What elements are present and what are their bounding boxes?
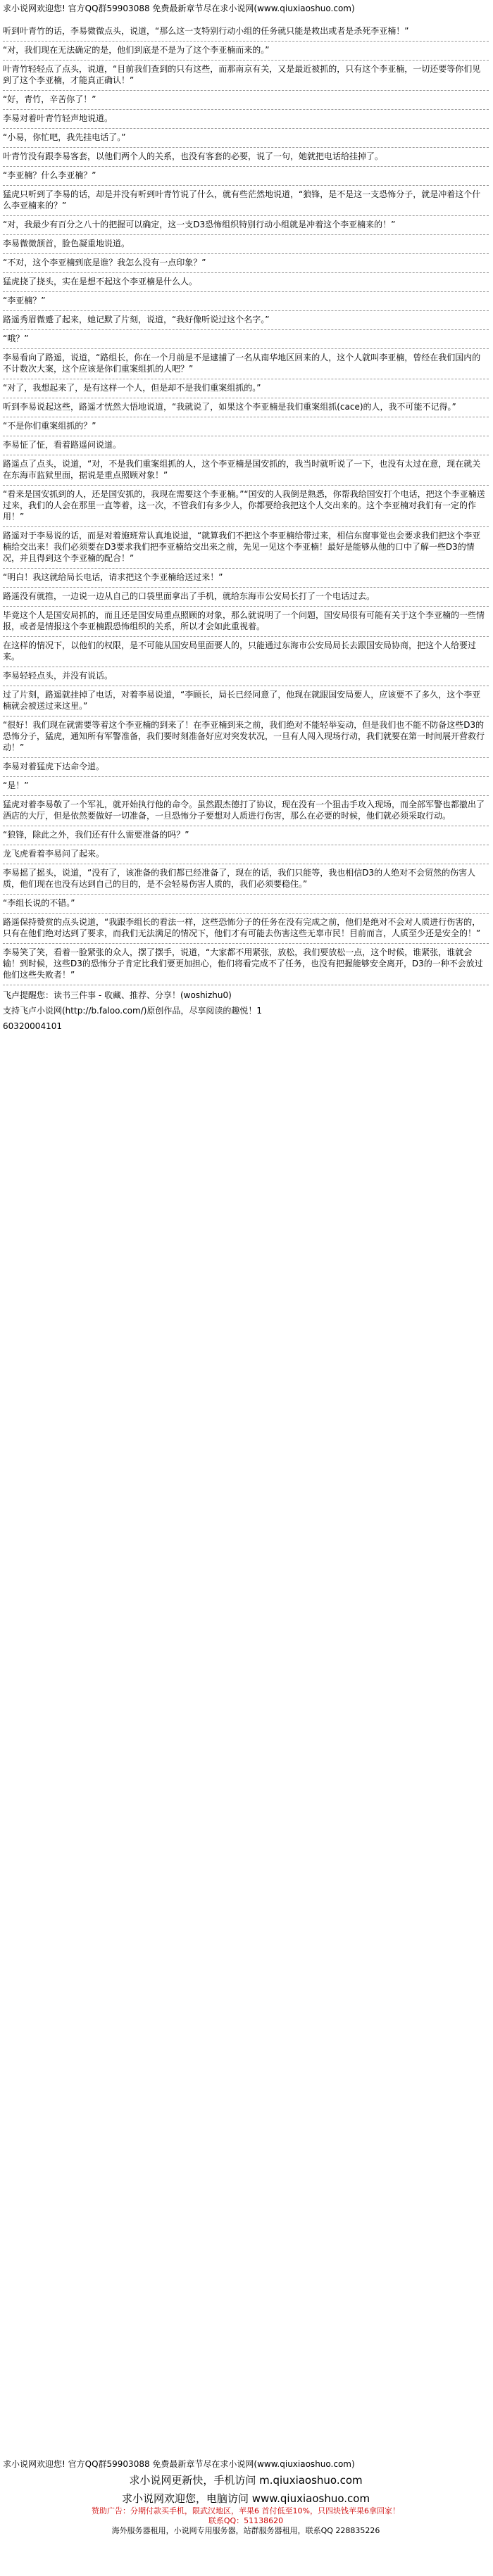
- paragraph-text: 李易看向了路遥，说道，“路组长，你在一个月前是不是逮捕了一名从南华地区回来的人，这个人就叫李亚楠，曾经在我们国内的不计数次大案，这个应该是你们重案组抓的人吧？”: [3, 353, 481, 374]
- paragraph: [3, 826, 489, 845]
- paragraph: [3, 686, 489, 716]
- paragraph-text: “哦？”: [3, 334, 29, 343]
- paragraph: [3, 398, 489, 417]
- paragraph-text: 李易微微颔首，脸色凝重地说道。: [3, 239, 130, 248]
- paragraph-text: 李易轻轻点头，并没有说话。: [3, 671, 113, 681]
- paragraph: [3, 637, 489, 667]
- paragraph: [3, 379, 489, 398]
- paragraph: [3, 235, 489, 254]
- paragraph-text: “狼锋，除此之外，我们还有什么需要准备的吗？”: [3, 830, 189, 840]
- paragraph-text: 听到李易说起这些，路遥才恍然大悟地说道，“我就说了，如果这个李亚楠是我们重案组抓(cace)的人，我不可能不记得。”: [3, 402, 456, 412]
- paragraph-text: 听到叶青竹的话，李易微微点头，说道，“那么这一支特别行动小组的任务就只能是救出或者是杀死李亚楠！”: [3, 26, 409, 36]
- paragraph-text: “李组长说的不错。”: [3, 898, 75, 908]
- paragraph: [3, 349, 489, 379]
- paragraph: [3, 486, 489, 527]
- paragraph-text: 路遥没有就推，一边说一边从自己的口袋里面拿出了手机，就给东海市公安局长打了一个电话过去。: [3, 591, 375, 601]
- paragraph-text: 李易对着叶青竹轻声地说道。: [3, 113, 113, 123]
- sponsor-ad[interactable]: 赞助广告：分期付款买手机，限武汉地区，苹果6 首付低至10%，只四块钱苹果6拿回家！: [92, 2506, 400, 2515]
- paragraph: [3, 845, 489, 864]
- paragraph-text: 在这样的情况下，以他们的权限，是不可能从国安局里面要人的，只能通过东海市公安局局长去跟国安局协商，把这个人给要过来。: [3, 640, 477, 662]
- paragraph: [3, 914, 489, 944]
- footer-notice: 求小说网欢迎您! 官方QQ群59903088 免费最新章节尽在求小说网(www.qiuxiaoshuo.com): [3, 2459, 355, 2469]
- paragraph-text: 猛虎对着李易敬了一个军礼，就开始执行他的命令。虽然跟杰德打了协议，现在没有一个狙击手攻入现场，而全部军警也都撤出了酒店的大厅，但是依然要做好一切准备，一旦恐怖分子要想对人质进行伤害，那么在必要的时候，他们就必须采取行动。: [3, 800, 485, 821]
- paragraph: [3, 588, 489, 607]
- paragraph-text: “好，青竹，辛苦你了！”: [3, 94, 96, 104]
- chapter-end-reminder: 飞卢提醒您：读书三件事 - 收藏、推荐、分享！(woshizhu0): [3, 990, 232, 1000]
- paragraph-text: 路遥点了点头，说道，“对，不是我们重案组抓的人，这个李亚楠是国安抓的，我当时就听说了一下，也没有太过在意，现在就关在东海市监狱里面，据说是重点照顾对象！”: [3, 459, 481, 480]
- paragraph-text: “小易，你忙吧，我先挂电话了。”: [3, 132, 126, 142]
- paragraph: [3, 216, 489, 235]
- paragraph: [3, 417, 489, 436]
- paragraph-text: “对了，我想起来了，是有这样一个人，但是却不是我们重案组抓的。”: [3, 383, 261, 393]
- paragraph: [3, 110, 489, 129]
- paragraph-text: 猛虎挠了挠头，实在是想不起这个李亚楠是什么人。: [3, 277, 198, 286]
- paragraph-text: 李易笑了笑，看着一脸紧张的众人，摆了摆手，说道，“大家都不用紧张，放松，我们要放松一点，这个时候，谁紧张，谁就会输！到时候，这些D3的恐怖分子肯定比我们要更加担心，他们将看完成不了任务，也没有把握能够安全离开，D3的一种不会放过他们这些失败者！”: [3, 947, 483, 980]
- sponsor-contact: 联系QQ：51138620: [208, 2516, 284, 2525]
- paragraph-text: “对，我们现在无法确定的是，他们到底是不是为了这个李亚楠而来的。”: [3, 45, 270, 55]
- site-footer: [3, 2458, 489, 2536]
- paragraph-text: “明白！我这就给局长电话，请求把这个李亚楠给送过来！”: [3, 572, 223, 582]
- paragraph: [3, 167, 489, 186]
- paragraph: [3, 311, 489, 330]
- paragraph-text: 路遥对于李易说的话，而是对着施班常认真地说道，“就算我们不把这个李亚楠给带过来，相信东窗事觉也会要求我们把这个李亚楠给交出来！我们必须要在D3要求我们把李亚楠给交出来之前，先见一见这个李亚楠！最好是能够从他的口中了解一些D3的情况，并且得到这个李亚楠的配合！”: [3, 531, 481, 563]
- paragraph-text: 李易对着猛虎下达命令道。: [3, 762, 105, 771]
- paragraph: [3, 292, 489, 311]
- paragraph: [3, 91, 489, 110]
- paragraph: [3, 667, 489, 686]
- support-link[interactable]: 支持飞卢小说网(http://b.faloo.com/)原创作品，尽享阅读的趣悦！1: [3, 1006, 263, 1016]
- top-notice: 求小说网欢迎您! 官方QQ群59903088 免费最新章节尽在求小说网(www.qiuxiaoshuo.com): [3, 4, 355, 13]
- paragraph-text: “李亚楠？什么李亚楠？”: [3, 170, 96, 180]
- mobile-access-link[interactable]: 求小说网更新快，手机访问 m.qiuxiaoshuo.com: [129, 2474, 363, 2487]
- paragraph-text: “对，我最少有百分之八十的把握可以确定，这一支D3恐怖组织特别行动小组就是冲着这个李亚楠来的！”: [3, 220, 396, 229]
- paragraph: [3, 716, 489, 758]
- paragraph-text: 路遥秀眉微蹙了起来，她记默了片刻，说道，“我好像听说过这个名字。”: [3, 315, 270, 324]
- paragraph: [3, 186, 489, 216]
- paragraph-text: 李易摇了摇头，说道，“没有了，该准备的我们都已经准备了，现在的话，我们只能等，我也相信D3的人绝对不会贸然的伤害人质，他们现在也没有达到自己的目的，是不会轻易伤害人质的，我们必须要稳住。”: [3, 868, 476, 889]
- paragraph-text: 叶青竹没有跟李易客套，以他们两个人的关系，也没有客套的必要，说了一句，她就把电话给挂掉了。: [3, 151, 384, 161]
- chapter-content: [3, 24, 489, 1032]
- paragraph: [3, 42, 489, 61]
- paragraph: [3, 895, 489, 914]
- paragraph: [3, 24, 489, 42]
- paragraph: [3, 864, 489, 895]
- paragraph-text: 路遥保持赞赏的点头说道，“我跟李组长的看法一样，这些恐怖分子的任务在没有完成之前，他们是绝对不会对人质进行伤害的，只有在他们绝对达到了要求，而我们无法满足的情况下，他们才有可能去伤害这些无辜市民！目前而言，人质至少还是安全的！”: [3, 917, 481, 938]
- paragraph-text: 过了片刻，路遥就挂掉了电话，对着李易说道，“李顾长，局长已经同意了，他现在就跟国安局要人，应该要不了多久，这个李亚楠就会被送过来这里。”: [3, 690, 481, 711]
- paragraph: [3, 944, 489, 985]
- paragraph: [3, 61, 489, 91]
- paragraph-text: 龙飞虎看着李易问了起来。: [3, 849, 105, 859]
- paragraph: [3, 273, 489, 292]
- desktop-access-link[interactable]: 求小说网欢迎您，电脑访问 www.qiuxiaoshuo.com: [121, 2492, 370, 2505]
- chapter-code: 60320004101: [3, 1021, 62, 1031]
- paragraph: [3, 796, 489, 826]
- paragraph-text: “李亚楠？”: [3, 296, 46, 305]
- paragraph-text: “不是你们重案组抓的？”: [3, 421, 96, 431]
- paragraph-text: 猛虎只听到了李易的话，却是并没有听到叶青竹说了什么，就有些茫然地说道，“狼锋，是不是这一支恐怖分子，就是冲着这个什么李亚楠来的？”: [3, 189, 481, 210]
- paragraph: [3, 777, 489, 796]
- paragraph-text: “很好！我们现在就需要等着这个李亚楠的到来了！在李亚楠到来之前，我们绝对不能轻举妄动，但是我们也不能不防备这些D3的恐怖分子，猛虎，通知所有军警准备，我们要时刻准备好应对突发状况，一旦有人闯入现场行动，我们就要在第一时间展开营救行动！”: [3, 720, 485, 752]
- paragraph-text: “是！”: [3, 781, 29, 790]
- paragraph: [3, 569, 489, 588]
- paragraph: [3, 148, 489, 167]
- paragraph: [3, 758, 489, 777]
- paragraph-text: 李易怔了怔，看着路遥问说道。: [3, 440, 122, 450]
- paragraph: [3, 330, 489, 349]
- paragraph-text: “不对，这个李亚楠到底是谁？我怎么没有一点印象？”: [3, 258, 206, 267]
- paragraph: [3, 527, 489, 569]
- hosting-ad[interactable]: 海外服务器租用，小说网专用服务器，站群服务器租用，联系QQ 228835226: [111, 2526, 380, 2535]
- paragraph-text: 叶青竹轻轻点了点头，说道，“目前我们查到的只有这些，而那南京有关，又是最近被抓的，只有这个李亚楠，一切还要等你们见到了这个李亚楠，才能真正确认！”: [3, 64, 481, 85]
- paragraph-text: “看来是国安抓到的人，还是国安抓的，我现在需要这个李亚楠。”“国安的人我倒是熟悉，你帮我给国安打个电话，把这个李亚楠送过来，我们的人会在那里一直等着，这一次，不管我们有多少人，你都要给我把这个人交出来的。这个李亚楠对我们有一定的作用！”: [3, 489, 485, 522]
- paragraph-text: 毕竟这个人是国安局抓的，而且还是国安局重点照顾的对象，那么就说明了一个问题，国安局很有可能有关于这个李亚楠的一些情报，或者是情报这个李亚楠跟恐怖组织的关系，所以才会如此重视着。: [3, 610, 485, 631]
- paragraph: [3, 254, 489, 273]
- paragraph: [3, 607, 489, 637]
- paragraph: [3, 129, 489, 148]
- paragraph: [3, 455, 489, 486]
- paragraph: [3, 436, 489, 455]
